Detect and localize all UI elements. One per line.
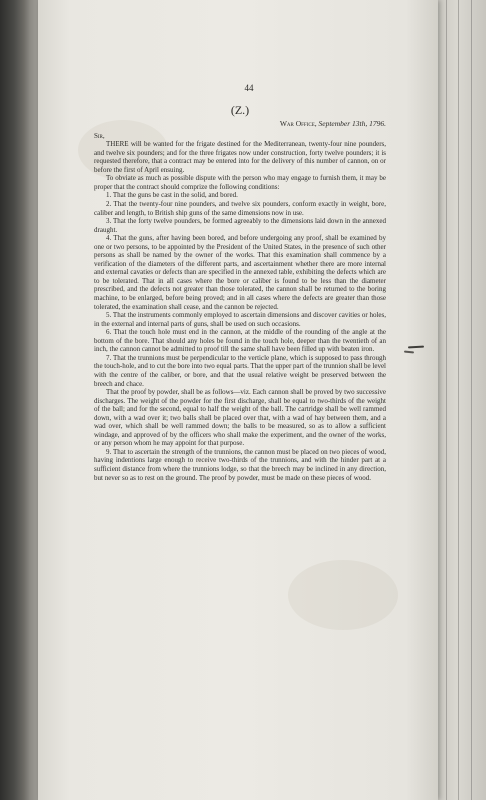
page-edge-line [446, 0, 447, 800]
paper-stain [288, 560, 398, 630]
document-text [94, 84, 386, 482]
paragraph: 7. That the trunnions must be perpendicular to the verticle plane, which is supposed to pass through the touch-hole, and to cut the bore into two equal parts. That the upper part of the trunnion shall be level with the centre of the caliber, or bore, and that the usual relative weight be preserved between the breech and chace. [94, 353, 386, 388]
paragraph: 3. That the forty twelve pounders, be formed agreeably to the dimensions laid down in the annexed draught. [94, 217, 386, 234]
paragraph: 6. That the touch hole must end in the cannon, at the middle of the rounding of the angle at the bottom of the bore. That should any holes be found in the touch hole, deeper than the twentieth of an inch, the cannon cannot be admitted to proof till the same shall have been filled up with beaten iron. [94, 328, 386, 354]
paragraph: That the proof by powder, shall be as follows—viz. Each cannon shall be proved by two successive discharges. The weight of the powder for the first discharge, shall be equal to two-thirds of the weight of the ball; and for the second, equal to half the weight of the ball. The cartridge shall be well rammed down, with a wad over it; two balls shall be placed over that, with a wad of hay between them, and a wad over, which shall be well rammed down; the balls to be measured, so as to allow a sufficient windage, and approved of by the officers who shall make the experiment, and the owner of the works, or any person whom he may appoint for that purpose. [94, 388, 386, 448]
dateline [94, 120, 386, 129]
paragraph: 2. That the twenty-four nine pounders, and twelve six pounders, conform exactly in weight, bore, caliber and length, to British ship guns of the same dimensions now in use. [94, 200, 386, 217]
page-edge-line [471, 0, 472, 800]
paragraph: 4. That the guns, after having been bored, and before undergoing any proof, shall be examined by one or two persons, to be appointed by the President of the United States, in the presence of such other persons as shall be named by the owner of the works. That this examination shall commence by a verification of the diameters of the different parts, and ascertainment whether there are more internal and external cavaties or defects than are specified in the annexed table, exhibiting the defects which are to be tolerated. That in all cases where the bore or caliber is found to be less than the diameter prescribed, and the defects not greater than those tolerated, the cannon shall be returned to the boring machine, to be enlarged, before being proved; and in all cases where the defects are greater than those tolerated, the examination shall cease, and the cannon be rejected. [94, 234, 386, 311]
paragraph: To obviate as much as possible dispute with the person who may engage to furnish them, it may be proper that the contract should comprize the following conditions: [94, 174, 386, 191]
paragraph: 9. That to ascertain the strength of the trunnions, the cannon must be placed on two pieces of wood, having indentions large enough to receive two-thirds of the trunnions, and with the hinder part at a sufficient distance from where the trunnions lodge, so that the breech may be inclined in any direction, but never so as to rest on the ground. The proof by powder, must be made on these pieces of wood. [94, 447, 386, 482]
page-number: 44 [244, 83, 254, 93]
document-letter: (Z.) [230, 102, 250, 117]
paragraph: THERE will be wanted for the frigate destined for the Mediterranean, twenty-four nine pounders, and twelve six pounders; and for the three frigates now under construction, forty twelve pounders; it is requested therefore, that a contract may be entered into for the delivery of this number of cannon, on or before the first of April ensuing. [94, 140, 386, 174]
paragraph: 1. That the guns be cast in the solid, and bored. [106, 191, 238, 200]
salutation: Sir, [94, 131, 105, 140]
page-edge-line [458, 0, 459, 800]
paragraph: 5. That the instruments commonly employed to ascertain dimensions and discover cavities or holes, in the external and internal parts of guns, shall be used on such occasions. [94, 311, 386, 328]
dateline-date: September 13th, 1796. [316, 119, 386, 129]
dateline-office: War Office, [279, 119, 317, 129]
